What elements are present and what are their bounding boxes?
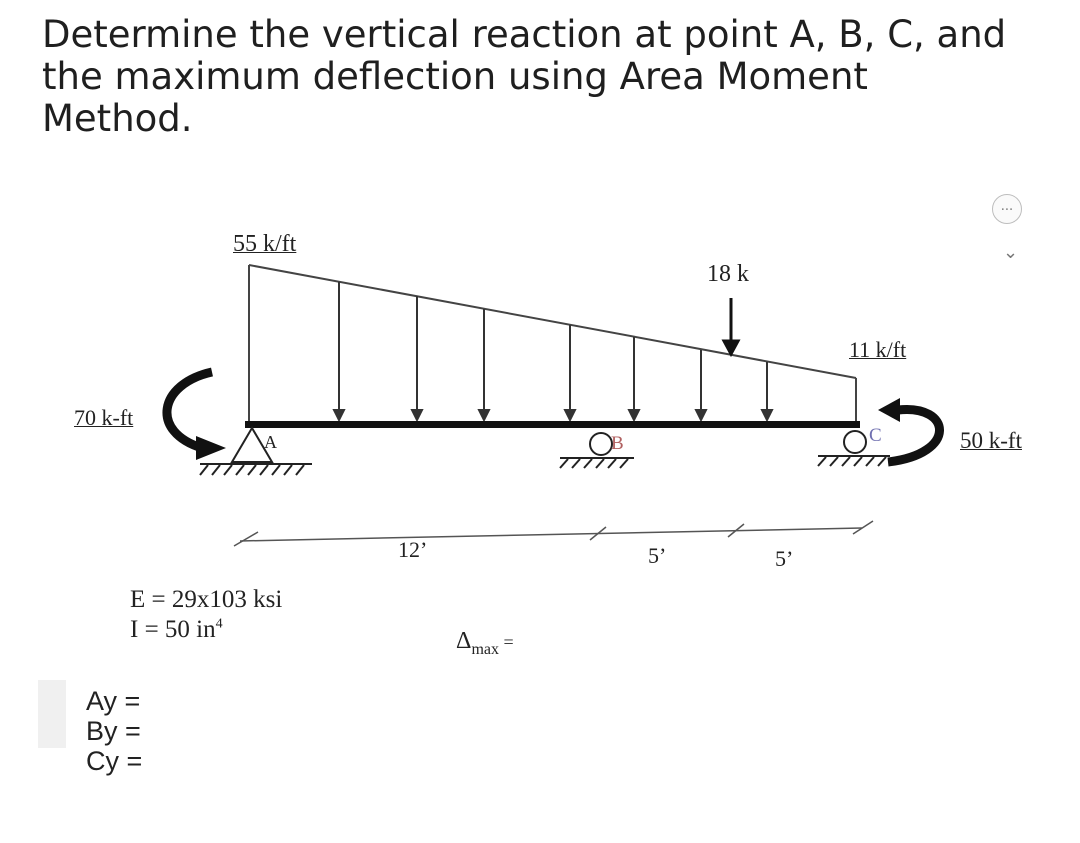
distributed-load (249, 265, 856, 422)
udl-left-label: 55 k/ft (233, 231, 297, 257)
answer-cy: Cy = (86, 746, 143, 776)
answer-by: By = (86, 716, 141, 746)
span-load-c-label: 5’ (775, 546, 794, 571)
moment-left-arrow (167, 372, 226, 460)
delta-symbol: Δ (456, 628, 472, 654)
dimension-line (234, 521, 873, 546)
more-options-button[interactable]: ... (992, 194, 1022, 224)
answer-list (86, 686, 142, 776)
support-c-label: C (869, 425, 882, 446)
delta-equals: = (498, 632, 514, 652)
moment-left-label: 70 k-ft (74, 405, 134, 430)
support-a-label: A (264, 432, 277, 452)
moment-right-label: 50 k-ft (960, 428, 1022, 453)
span-ab-label: 12’ (398, 537, 428, 562)
support-b-label: B (611, 433, 624, 454)
side-highlight (38, 680, 66, 748)
question-line-3: Method. (42, 97, 193, 140)
inertia-exponent: 4 (215, 616, 223, 632)
beam (245, 421, 860, 428)
moment-right-arrow (878, 398, 940, 462)
inertia-value: I = 50 in (130, 616, 216, 643)
delta-subscript: max (471, 640, 499, 658)
span-b-load-label: 5’ (648, 543, 667, 568)
deflection-label (456, 628, 514, 659)
inertia-label (130, 616, 223, 644)
answer-ay: Ay = (86, 686, 141, 716)
point-load-arrow (724, 298, 738, 354)
modulus-label: E = 29x103 ksi (130, 586, 283, 613)
question-line-1: Determine the vertical reaction at point A, B, C, and (42, 13, 1007, 56)
chevron-down-icon[interactable]: ⌄ (1003, 242, 1019, 263)
point-load-label: 18 k (707, 261, 749, 287)
question-line-2: the maximum deflection using Area Moment (42, 55, 868, 98)
udl-right-label: 11 k/ft (849, 337, 907, 362)
